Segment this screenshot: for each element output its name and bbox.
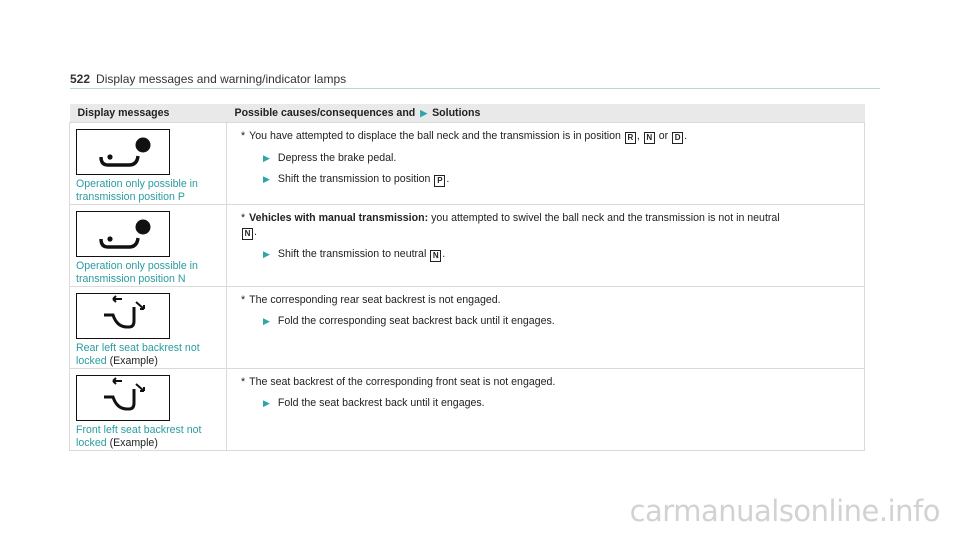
cause-text: * Vehicles with manual transmission: you attempted to swivel the ball neck and the transmission is not in neutral N . [241,212,780,238]
gear-d-symbol: D [672,132,683,144]
gear-n-symbol: N [242,228,253,240]
col-header-display-messages: Display messages [70,104,227,123]
display-message-cell [70,123,227,205]
display-message-text: Rear left seat backrest not locked (Example) [76,342,200,367]
action-step: ▶ Shift the transmission to neutral N . [263,248,446,260]
gear-r-symbol: R [625,132,636,144]
gear-n-symbol: N [430,250,441,262]
table-row [70,369,865,451]
gear-p-symbol: P [434,175,445,187]
arrow-icon: ▶ [263,316,270,326]
gear-n-symbol: N [644,132,655,144]
cause-text: * You have attempted to displace the ball neck and the transmission is in position R , N or D . [241,130,688,142]
table-row [70,205,865,287]
seat-backrest-icon [76,293,170,339]
display-message-text: Operation only possible in transmission position P [76,178,198,203]
display-message-text: Operation only possible in transmission position N [76,260,198,285]
table-header-row [70,104,865,123]
action-step: ▶ Fold the corresponding seat backrest back until it engages. [263,315,555,327]
action-step: ▶ Depress the brake pedal. [263,152,397,164]
page-header-title: Display messages and warning/indicator lamps [96,72,347,86]
watermark: carmanualsonline.info [629,494,940,528]
display-message-text: Front left seat backrest not locked (Example) [76,424,202,449]
action-step: ▶ Shift the transmission to position P . [263,173,450,185]
col-header-causes-solutions: Possible causes/consequences and ▶ Solutions [227,104,865,123]
page-header [70,72,880,89]
cause-text: * The seat backrest of the corresponding front seat is not engaged. [241,376,556,388]
trailer-hitch-ball-icon [76,211,170,257]
table-row [70,287,865,369]
arrow-icon: ▶ [420,108,428,118]
trailer-hitch-ball-icon [76,129,170,175]
arrow-icon: ▶ [263,153,270,163]
table-row [70,123,865,205]
asterisk-bullet: * [241,130,246,142]
asterisk-bullet: * [241,376,246,388]
seat-backrest-icon [76,375,170,421]
arrow-icon: ▶ [263,249,270,259]
causes-solutions-cell [227,123,865,205]
page-number: 522 [70,72,91,86]
display-message-cell [70,205,227,287]
asterisk-bullet: * [241,294,246,306]
arrow-icon: ▶ [263,398,270,408]
causes-solutions-cell [227,205,865,287]
causes-solutions-cell [227,369,865,451]
display-message-cell [70,287,227,369]
causes-solutions-cell [227,287,865,369]
action-step: ▶ Fold the seat backrest back until it engages. [263,397,485,409]
asterisk-bullet: * [241,212,246,224]
arrow-icon: ▶ [263,174,270,184]
display-message-cell [70,369,227,451]
display-messages-table [69,104,865,451]
cause-text: * The corresponding rear seat backrest is not engaged. [241,294,501,306]
